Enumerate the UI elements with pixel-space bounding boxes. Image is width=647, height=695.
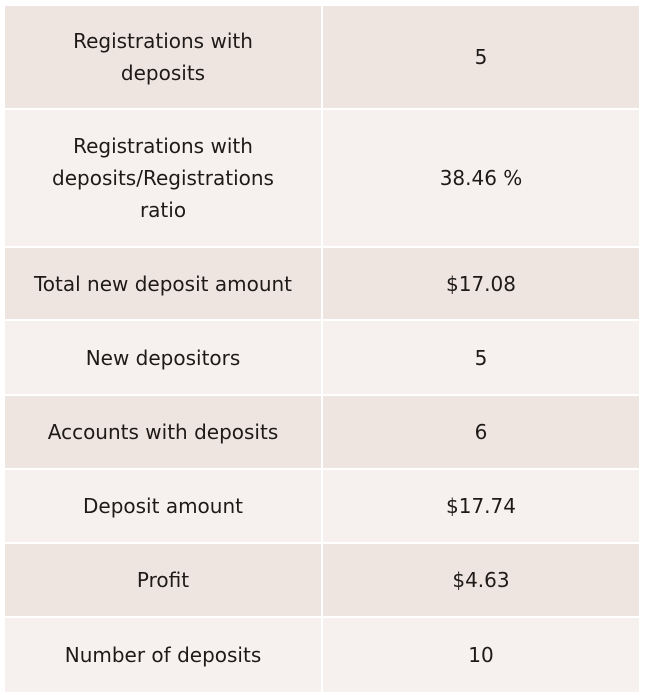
- row-label: Total new deposit amount: [4, 247, 322, 320]
- table-row: [4, 109, 640, 247]
- table-row: [4, 617, 640, 693]
- row-label: Number of deposits: [4, 617, 322, 693]
- row-value: $4.63: [322, 543, 640, 617]
- row-label: Profit: [4, 543, 322, 617]
- table-row: [4, 543, 640, 617]
- table-row: [4, 395, 640, 469]
- row-value: 5: [322, 5, 640, 109]
- row-value: 10: [322, 617, 640, 693]
- stats-table: [3, 4, 641, 694]
- table-row: [4, 5, 640, 109]
- row-label: Registrations with deposits: [4, 5, 322, 109]
- row-value: 6: [322, 395, 640, 469]
- row-value: $17.08: [322, 247, 640, 320]
- row-label: New depositors: [4, 320, 322, 395]
- row-value: $17.74: [322, 469, 640, 543]
- table-row: [4, 320, 640, 395]
- row-label: Accounts with deposits: [4, 395, 322, 469]
- row-value: 5: [322, 320, 640, 395]
- row-label: Deposit amount: [4, 469, 322, 543]
- row-label: Registrations with deposits/Registrations ratio: [4, 109, 322, 247]
- row-value: 38.46 %: [322, 109, 640, 247]
- table-row: [4, 247, 640, 320]
- table-row: [4, 469, 640, 543]
